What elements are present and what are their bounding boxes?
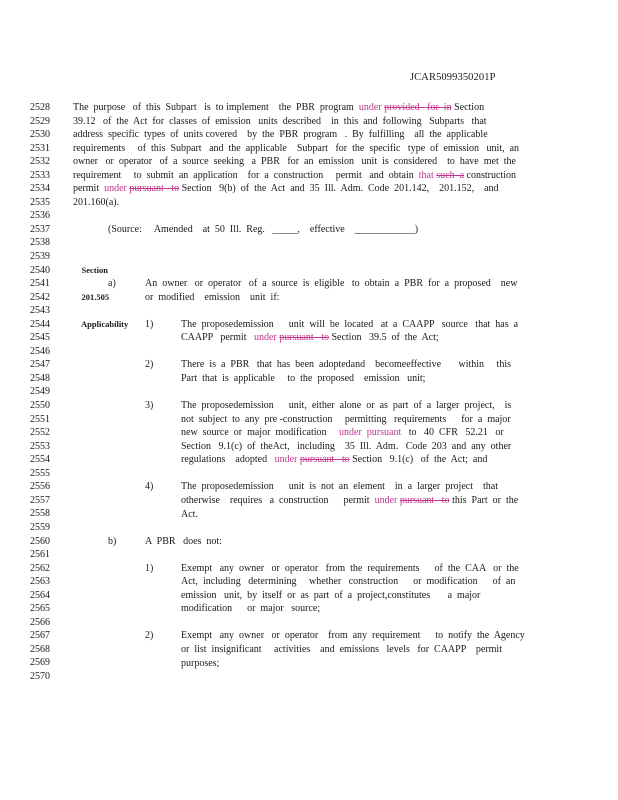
line-number: 2547 [30, 359, 50, 371]
paragraph-line: A PBR does not: [145, 535, 222, 547]
paragraph-line: CAAPP permit under pursuant to Section 39.5 of the Act; [181, 332, 439, 344]
line-number: 2564 [30, 589, 50, 601]
paragraph-line: emission unit, by itself or as part of a project,constitutes a major [181, 589, 481, 601]
line-number: 2570 [30, 670, 50, 682]
paragraph-line: not subject to any pre -construction permitting requirements for a major [181, 413, 511, 425]
line-number: 2546 [30, 345, 50, 357]
line-number: 2559 [30, 521, 50, 533]
line-number: 2557 [30, 494, 50, 506]
line-number: 2538 [30, 237, 50, 249]
line-number: 2533 [30, 169, 50, 181]
item-marker: 3) [145, 400, 154, 412]
paragraph-line: modification or major source; [181, 603, 321, 615]
line-number: 2529 [30, 115, 50, 127]
line-number: 2528 [30, 102, 50, 113]
line-number: 2562 [30, 562, 50, 574]
line-number: 2560 [30, 535, 50, 547]
line-number: 2531 [30, 142, 50, 154]
inserted-text: that [418, 169, 434, 181]
paragraph-line: The proposedemission unit will be located at a CAAPP source that has a [181, 318, 519, 330]
line-number: 2551 [30, 413, 50, 425]
paragraph-line: requirement to submit an application for a construction permit and obtain that such a construction [73, 169, 516, 181]
document-id: JCAR5099350201P [410, 72, 496, 83]
item-marker: 4) [145, 481, 154, 493]
paragraph-line: 201.160(a). [73, 196, 120, 208]
deleted-text: pursuant to [399, 494, 450, 506]
line-number: 2535 [30, 196, 50, 208]
paragraph-line: Act. [181, 508, 198, 520]
line-number: 2539 [30, 251, 50, 263]
line-number: 2561 [30, 549, 50, 561]
paragraph-line: Exempt any owner or operator from any requirement to notify the Agency [181, 630, 525, 642]
line-number: 2530 [30, 129, 50, 141]
line-number-column [30, 101, 60, 684]
line-number: 2548 [30, 372, 50, 384]
paragraph-line: Exempt any owner or operator from the requirements of the CAA or the [181, 562, 519, 574]
line-number: 2543 [30, 305, 50, 317]
line-number: 2555 [30, 467, 50, 479]
line-number: 2550 [30, 400, 50, 412]
line-number: 2540 [30, 264, 50, 276]
inserted-text: under [358, 102, 382, 113]
paragraph-line: or modified emission unit if: [145, 291, 280, 303]
deleted-text: pursuant to [299, 454, 350, 466]
line-number: 2536 [30, 210, 50, 222]
paragraph-line: The proposedemission unit is not an element in a larger project that [181, 481, 498, 493]
item-marker: 2) [145, 630, 154, 642]
paragraph-line: address specific types of units covered by the PBR program . By fulfilling all the applicable [73, 129, 488, 141]
paragraph-line: Part that is applicable to the proposed emission unit; [181, 373, 426, 384]
paragraph-line: An owner or operator of a source is eligible to obtain a PBR for a proposed new [145, 278, 518, 290]
deleted-text: such a [436, 169, 465, 181]
paragraph-line: There is a PBR that has been adoptedand becomeeffective within this [181, 359, 512, 371]
paragraph-line: The purpose of this Subpart is to implement the PBR program under provided for in Section [73, 102, 485, 113]
paragraph-line: purposes; [181, 657, 220, 669]
inserted-text: under [274, 454, 298, 466]
inserted-text: under [104, 183, 127, 195]
line-number: 2554 [30, 454, 50, 466]
line-number: 2565 [30, 603, 50, 615]
deleted-text: pursuant to [279, 332, 329, 344]
line-number: 2558 [30, 508, 50, 520]
paragraph-line: new source or major modification under pursuant to 40 CFR 52.21 or [181, 427, 504, 439]
item-marker: 1) [145, 562, 154, 574]
line-number: 2545 [30, 332, 50, 344]
line-number: 2568 [30, 643, 50, 655]
line-number: 2552 [30, 427, 50, 439]
deleted-text: provided for in [384, 102, 452, 113]
paragraph-line: requirements of this Subpart and the applicable Subpart for the specific type of emission unit, an [73, 142, 520, 154]
paragraph-line: Section 9.1(c) of theAct, including 35 Ill. Adm. Code 203 and any other [181, 440, 512, 452]
inserted-text: under [374, 494, 398, 506]
item-marker: a) [108, 278, 116, 290]
line-number: 2549 [30, 386, 50, 398]
section-number: 201.505 [81, 291, 110, 302]
line-number: 2556 [30, 481, 50, 493]
section-title: Applicability [81, 318, 129, 329]
line-number: 2566 [30, 616, 50, 628]
line-number: 2537 [30, 223, 50, 235]
paragraph-line: otherwise requires a construction permit under pursuant to this Part or the [181, 494, 519, 506]
line-number: 2553 [30, 440, 50, 452]
source-note: (Source: Amended at 50 Ill. Reg. _____, effective ____________) [108, 223, 419, 235]
paragraph-line: The proposedemission unit, either alone or as part of a larger project, is [181, 400, 512, 412]
inserted-text: under pursuant [339, 427, 402, 439]
line-number: 2534 [30, 183, 50, 195]
line-number: 2544 [30, 318, 50, 330]
item-marker: 1) [145, 318, 154, 330]
paragraph-line: owner or operator of a source seeking a PBR for an emission unit is considered to have met the [73, 156, 516, 168]
item-marker: b) [108, 535, 117, 547]
line-number: 2569 [30, 657, 50, 669]
item-marker: 2) [145, 359, 154, 371]
paragraph-line: or list insignificant activities and emissions levels for CAAPP permit [181, 644, 502, 655]
deleted-text: pursuant to [129, 183, 180, 195]
section-label: Section [81, 264, 108, 275]
line-number: 2563 [30, 576, 50, 588]
line-number: 2532 [30, 156, 50, 168]
inserted-text: under [253, 332, 277, 344]
paragraph-line: Act, including determining whether construction or modification of an [181, 576, 516, 588]
line-number: 2542 [30, 291, 50, 303]
paragraph-line: permit under pursuant to Section 9(b) of the Act and 35 Ill. Adm. Code 201.142, 201.152, and [73, 183, 499, 195]
paragraph-line: 39.12 of the Act for classes of emission units described in this and following Subparts that [73, 115, 487, 127]
paragraph-line: regulations adopted under pursuant to Section 9.1(c) of the Act; and [181, 454, 488, 466]
line-number: 2541 [30, 278, 50, 290]
line-number: 2567 [30, 630, 50, 642]
